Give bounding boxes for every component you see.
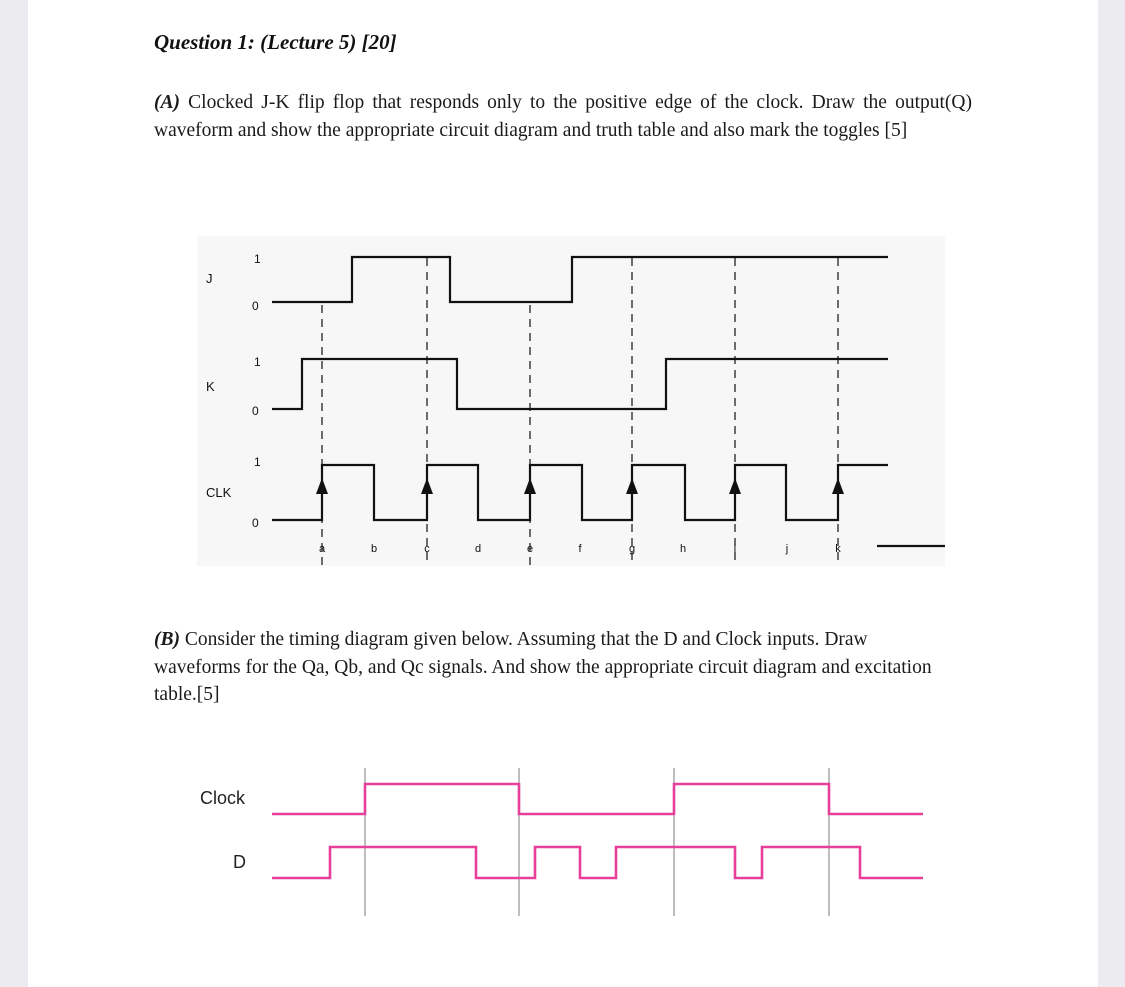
edge-label-c: c bbox=[424, 543, 430, 555]
edge-label-h: h bbox=[679, 543, 687, 555]
edge-label-e: e bbox=[526, 543, 534, 555]
signal-label-k: K bbox=[206, 379, 215, 394]
part-a-body: Clocked J-K flip flop that responds only to the positive edge of the clock. Draw the output(Q) waveform and show the appropriate circuit diagram and truth table and also mark the toggles [5] bbox=[154, 92, 972, 141]
signal-label-clock: Clock bbox=[200, 788, 246, 808]
level-label-j-high: 1 bbox=[254, 252, 261, 266]
level-label-j-low: 0 bbox=[252, 299, 259, 313]
signal-label-j: J bbox=[206, 271, 213, 286]
level-label-clk-high: 1 bbox=[254, 455, 261, 469]
jk-timing-diagram bbox=[197, 236, 945, 566]
signal-label-d: D bbox=[233, 852, 246, 872]
d-timing-diagram bbox=[190, 760, 930, 920]
part-b-text bbox=[154, 626, 954, 709]
d-waveform bbox=[272, 847, 923, 878]
level-label-k-high: 1 bbox=[254, 355, 261, 369]
edge-label-d: d bbox=[474, 543, 482, 555]
edge-label-a: a bbox=[318, 543, 326, 555]
part-b-body: Consider the timing diagram given below. Assuming that the D and Clock inputs. Draw waveforms for the Qa, Qb, and Qc signals. And show the appropriate circuit diagram and excitation table.[5] bbox=[154, 629, 932, 705]
edge-label-k: k bbox=[835, 543, 841, 555]
level-label-clk-low: 0 bbox=[252, 516, 259, 530]
edge-label-i: i bbox=[733, 543, 737, 555]
part-a-text bbox=[154, 89, 972, 144]
edge-label-j: j bbox=[785, 543, 789, 555]
level-label-k-low: 0 bbox=[252, 404, 259, 418]
clock-waveform bbox=[272, 784, 923, 814]
part-a-label: (A) bbox=[154, 92, 180, 113]
edge-label-b: b bbox=[370, 543, 378, 555]
signal-label-clk: CLK bbox=[206, 485, 232, 500]
edge-label-f: f bbox=[578, 543, 582, 555]
part-b-label: (B) bbox=[154, 629, 180, 650]
edge-label-g: g bbox=[628, 543, 636, 555]
question-title: Question 1: (Lecture 5) [20] bbox=[154, 30, 397, 54]
